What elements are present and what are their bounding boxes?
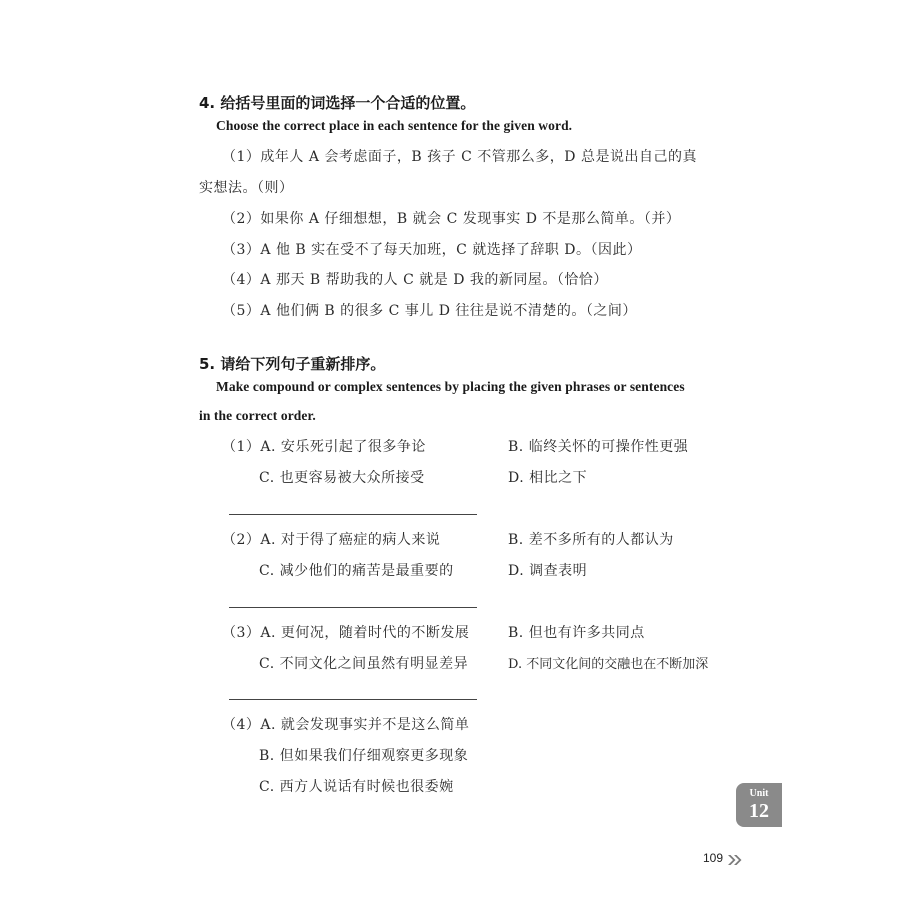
- q2-option-c: C. 减少他们的痛苦是最重要的: [259, 563, 454, 579]
- exercise-4-item-1: （1）成年人 A 会考虑面子，B 孩子 C 不管那么多，D 总是说出自己的真: [222, 149, 697, 165]
- q1-option-d: D. 相比之下: [508, 470, 588, 486]
- q1-option-a: （1）A. 安乐死引起了很多争论: [222, 439, 426, 455]
- exercise-4-item-3: （3）A 他 B 实在受不了每天加班，C 就选择了辞职 D。（因此）: [222, 242, 642, 258]
- exercise-4-item-2: （2）如果你 A 仔细想想，B 就会 C 发现事实 D 不是那么简单。（并）: [222, 211, 681, 227]
- exercise-4-item-1-continued: 实想法。（则）: [199, 180, 294, 196]
- q4-option-b: B. 但如果我们仔细观察更多现象: [259, 748, 469, 764]
- exercise-5-instruction-line-1: Make compound or complex sentences by placing the given phrases or sentences: [216, 379, 685, 394]
- exercise-5-title: 5. 请给下列句子重新排序。: [199, 355, 386, 373]
- q4-option-c: C. 西方人说话有时候也很委婉: [259, 779, 454, 795]
- q4-option-a: （4）A. 就会发现事实并不是这么简单: [222, 717, 470, 733]
- exercise-4-item-5: （5）A 他们俩 B 的很多 C 事儿 D 往往是说不清楚的。（之间）: [222, 303, 637, 319]
- q3-answer-line[interactable]: [229, 699, 477, 700]
- unit-tab: [736, 783, 782, 827]
- q3-option-b: B. 但也有许多共同点: [508, 625, 645, 641]
- q2-option-a: （2）A. 对于得了癌症的病人来说: [222, 532, 441, 548]
- exercise-4-item-4: （4）A 那天 B 帮助我的人 C 就是 D 我的新同屋。（恰恰）: [222, 272, 608, 288]
- unit-tab-number: 12: [749, 800, 769, 822]
- q1-option-b: B. 临终关怀的可操作性更强: [508, 439, 689, 455]
- exercise-4-title: 4. 给括号里面的词选择一个合适的位置。: [199, 94, 476, 112]
- double-chevron-right-icon: [727, 851, 743, 870]
- unit-tab-label: Unit: [749, 788, 769, 799]
- q3-option-c: C. 不同文化之间虽然有明显差异: [259, 656, 469, 672]
- q1-answer-line[interactable]: [229, 514, 477, 515]
- exercise-4-instruction: Choose the correct place in each sentence for the given word.: [216, 118, 573, 133]
- q3-option-a: （3）A. 更何况，随着时代的不断发展: [222, 625, 470, 641]
- page-number: 109: [703, 851, 724, 865]
- exercise-5-instruction-line-2: in the correct order.: [199, 408, 316, 423]
- q2-answer-line[interactable]: [229, 607, 477, 608]
- q1-option-c: C. 也更容易被大众所接受: [259, 470, 425, 486]
- q2-option-d: D. 调查表明: [508, 563, 588, 579]
- q3-option-d: D. 不同文化间的交融也在不断加深: [508, 657, 709, 672]
- q2-option-b: B. 差不多所有的人都认为: [508, 532, 674, 548]
